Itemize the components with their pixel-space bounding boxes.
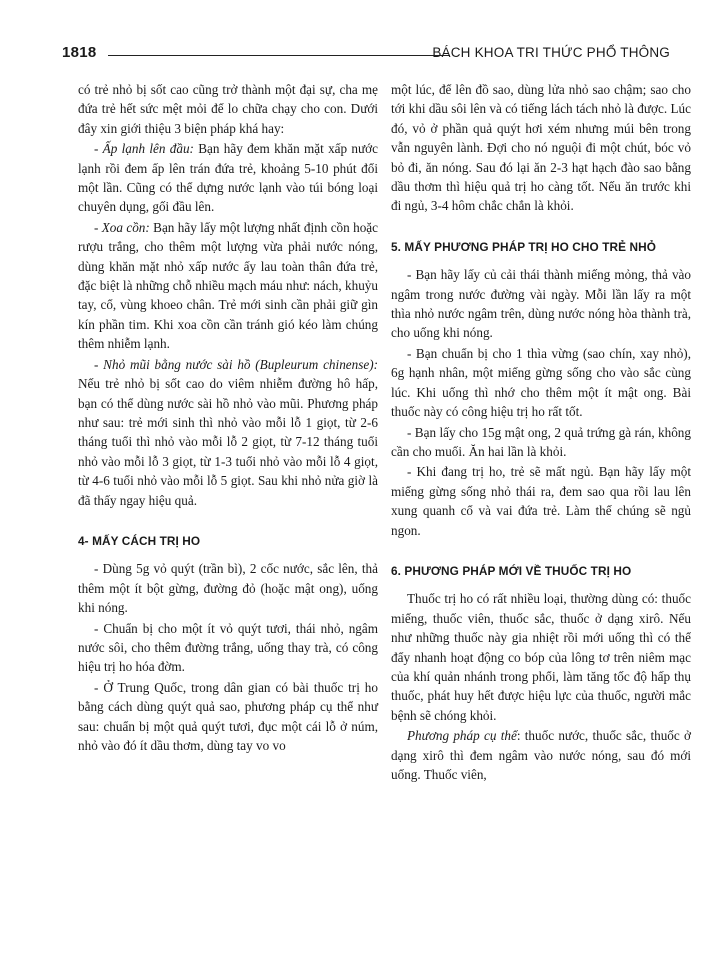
- paragraph: [78, 355, 378, 510]
- paragraph-lead: - Xoa cồn:: [94, 219, 150, 235]
- header-rule: [108, 55, 450, 56]
- paragraph: - Bạn lấy cho 15g mật ong, 2 quả trứng gà rán, không cần cho muối. Ăn hai lần là khỏi.: [391, 424, 691, 459]
- paragraph: một lúc, để lên đồ sao, dùng lửa nhỏ sao chậm; sao cho tới khi dầu sôi lên và có tiếng lách tách nhỏ là được. Lúc đó, vỏ ở phần quả quýt hơi xém nhưng múi bên trong vẫn nguyên lành. Đợi cho nó nguội đi một chút, bóc vỏ bỏ đi, ăn nóng. Sau đó lại ăn 2-3 hạt hạch đào sao bằng dầu thơm thì hiệu quả trị ho càng tốt. Nếu ăn trước khi đi ngủ, 3-4 hôm chắc chắn là khỏi.: [391, 82, 691, 214]
- section-heading-wrap: [391, 562, 691, 581]
- right-column: [391, 80, 691, 784]
- paragraph: - Dùng 5g vỏ quýt (trần bì), 2 cốc nước, sắc lên, thả thêm một ít bột gừng, đường đỏ (hoặc mật ong), uống khi nóng.: [78, 561, 378, 616]
- paragraph-lead: Phương pháp cụ thể: [407, 728, 517, 744]
- running-title: BÁCH KHOA TRI THỨC PHỔ THÔNG: [432, 45, 670, 60]
- paragraph: có trẻ nhỏ bị sốt cao cũng trở thành một đại sự, cha mẹ đứa trẻ hết sức mệt mỏi để lo chữa chạy cho con. Dưới đây xin giới thiệu 3 biện pháp khá hay:: [78, 82, 378, 136]
- paragraph: - Chuẩn bị cho một ít vỏ quýt tươi, thái nhỏ, ngâm nước sôi, cho thêm đường trắng, uống thay trà, có công hiệu trị ho hóa đờm.: [78, 620, 378, 675]
- paragraph: - Ở Trung Quốc, trong dân gian có bài thuốc trị ho bằng cách dùng quýt quả sao, phương pháp cụ thể như sau: chuẩn bị một quả quýt tươi, đục một cái lỗ ở núm, nhỏ vào đó ít dầu thơm, dùng tay vo vo: [78, 679, 378, 753]
- paragraph: [391, 726, 691, 784]
- paragraph: - Bạn chuẩn bị cho 1 thìa vừng (sao chín, xay nhỏ), 6g hạnh nhân, một miếng gừng sống cho vào sắc cùng lúc. Khi uống thì nhớ cho thêm một ít mật ong. Bài thuốc này có công hiệu trị ho rất tốt.: [391, 345, 691, 420]
- section-heading-wrap: [78, 532, 378, 551]
- page-header: [62, 44, 670, 66]
- paragraph-text: : thuốc nước, thuốc sắc, thuốc ở dạng xirô thì đem ngâm vào nước nóng, sau đó mới uống. Thuốc viên,: [391, 728, 691, 782]
- section-heading-wrap: [391, 238, 691, 257]
- section-heading-5: 5. MẤY PHƯƠNG PHÁP TRỊ HO CHO TRẺ NHỎ: [391, 239, 656, 254]
- paragraph: Thuốc trị ho có rất nhiều loại, thường dùng có: thuốc miếng, thuốc viên, thuốc sắc, thuốc ở dạng xirô. Nếu như những thuốc này gia nhiệt rồi mới uống thì có thể đẩy nhanh hoạt động co bóp của lông tơ trên niêm mạc của khí quản nhánh trong phổi, làm tăng tốc độ hấp thụ thuốc, phát huy hết được hiệu lực của thuốc, người mắc bệnh sẽ chóng khỏi.: [391, 591, 691, 723]
- paragraph: [78, 218, 378, 354]
- paragraph: - Khi đang trị ho, trẻ sẽ mất ngủ. Bạn hãy lấy một miếng gừng sống nhỏ thái ra, đem sao qua rồi lau lên xung quanh cổ và vai đứa trẻ. Làm thế chúng sẽ ngủ ngon.: [391, 464, 691, 538]
- paragraph: [78, 139, 378, 217]
- paragraph-lead: - Nhỏ mũi bằng nước sài hồ (Bupleurum chinense):: [94, 356, 378, 372]
- section-heading-4: 4- MẤY CÁCH TRỊ HO: [78, 533, 201, 548]
- paragraph-lead: - Ấp lạnh lên đầu:: [94, 141, 194, 157]
- paragraph-text: Nếu trẻ nhỏ bị sốt cao do viêm nhiễm đường hô hấp, bạn có thể dùng nước sài hồ nhỏ vào mũi. Phương pháp như sau: trẻ mới sinh thì nhỏ vào mỗi lỗ 1 giọt, từ 2-6 tháng tuổi thì nhỏ vào mỗi lỗ 2 giọt, từ 7-12 tháng tuổi nhỏ vào mỗi lỗ 3 giọt, từ 1-3 tuổi nhỏ vào mỗi lỗ 4 giọt, từ 4-6 tuổi nhỏ vào mỗi lỗ 5 giọt. Sau khi nhỏ nửa giờ là đã thấy ngay hiệu quả.: [78, 376, 378, 508]
- page-number: 1818: [62, 44, 97, 61]
- paragraph: - Bạn hãy lấy củ cải thái thành miếng mỏng, thả vào ngâm trong nước đường vài ngày. Mỗi lần lấy ra một thìa nhỏ nước ngâm trên, dùng nước nóng hòa thành trà, cho uống khi nóng.: [391, 267, 691, 341]
- paragraph-text: Bạn hãy lấy một lượng nhất định cồn hoặc rượu trắng, cho thêm một lượng vừa phải nước nóng, dùng khăn mặt nhỏ xấp nước ấy lau toàn thân đứa trẻ, đặc biệt là những chỗ nhiều mạch máu như: nách, khuỷu tay, cổ, vùng khoeo chân. Trẻ mới sinh cần phải giữ gìn kín phần tim. Khi xoa cồn cần tránh gió kéo làm chúng thêm nhiễm lạnh.: [78, 219, 378, 352]
- section-heading-6: 6. PHƯƠNG PHÁP MỚI VỀ THUỐC TRỊ HO: [391, 563, 632, 578]
- left-column: [78, 80, 378, 755]
- paragraph-text: Bạn hãy đem khăn mặt xấp nước lạnh rồi đem ấp lên trán đứa trẻ, khoảng 5-10 phút đổi một lần. Cũng có thể dựng nước lạnh vào túi bóng loại chuyên dụng, gối đầu lên.: [78, 141, 378, 215]
